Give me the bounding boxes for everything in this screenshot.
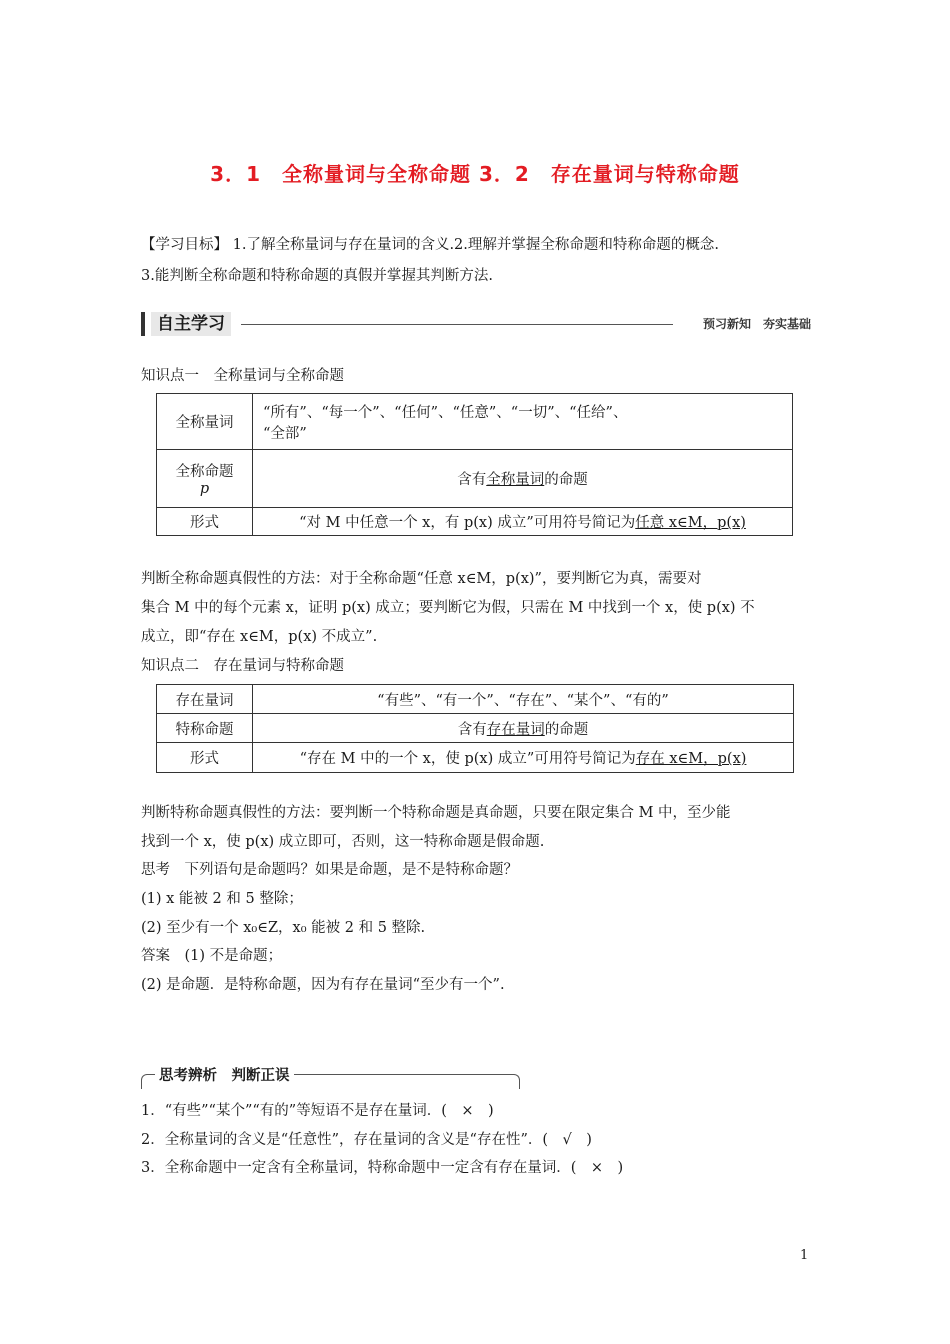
k2-form-pre: “存在 M 中的一个 x，使 p(x) 成立”可用符号简记为 xyxy=(299,751,636,767)
think-answer-2: (2) 是命题．是特称命题，因为有存在量词“至少有一个”. xyxy=(141,977,505,993)
section-rule xyxy=(241,324,673,325)
k1-form-underlined: 任意 x∈M，p(x) xyxy=(635,515,746,531)
page-title: 3．1 全称量词与全称命题 3．2 存在量词与特称命题 xyxy=(210,162,740,186)
k2-form-underlined: 存在 x∈M，p(x) xyxy=(635,751,747,767)
k1-form-cell xyxy=(253,508,793,536)
objectives-line-2: 3.能判断全称命题和特称命题的真假并掌握其判断方法. xyxy=(141,268,493,284)
k1-quantifier-line-2: “全部” xyxy=(263,425,307,442)
judge1-line-3: 成立，即“存在 x∈M，p(x) 不成立”. xyxy=(141,629,378,645)
k2-form-head: 形式 xyxy=(157,743,253,773)
k1-table xyxy=(156,393,793,536)
k1-form-pre: “对 M 中任意一个 x，有 p(x) 成立”可用符号简记为 xyxy=(299,515,636,531)
section-right-label: 预习新知 夯实基础 xyxy=(702,317,811,331)
k2-proposition-cell xyxy=(253,714,794,743)
think-question-2: (2) 至少有一个 x₀∈Z，x₀ 能被 2 和 5 整除. xyxy=(141,920,426,936)
judge2-line-1: 判断特称命题真假性的方法：要判断一个特称命题是真命题，只要在限定集合 M 中，至少能 xyxy=(141,805,731,821)
k1-quantifier-cell xyxy=(253,394,793,450)
k2-table xyxy=(156,684,794,773)
k2-form-cell xyxy=(253,743,794,773)
k2-proposition-underlined: 存在量词 xyxy=(486,721,545,738)
discern-item-3: 3．全称命题中一定含有全称量词，特称命题中一定含有存在量词．( × ) xyxy=(141,1160,624,1176)
think-question: 思考 下列语句是命题吗？如果是命题，是不是特称命题？ xyxy=(141,862,518,878)
k1-heading: 知识点一 全称量词与全称命题 xyxy=(141,368,344,384)
discern-item-2: 2．全称量词的含义是“任意性”，存在量词的含义是“存在性”．( √ ) xyxy=(141,1132,592,1148)
k1-proposition-head-line-2: p xyxy=(199,481,210,497)
k2-quantifier-head: 存在量词 xyxy=(157,685,253,714)
objectives-line-1: 【学习目标】 1.了解全称量词与存在量词的含义.2.理解并掌握全称命题和特称命题的概念. xyxy=(141,237,719,253)
judge1-line-1: 判断全称命题真假性的方法：对于全称命题“任意 x∈M，p(x)”，要判断它为真，需要对 xyxy=(141,571,702,587)
page-number: 1 xyxy=(800,1248,809,1263)
k1-proposition-cell xyxy=(253,450,793,508)
discern-label: 思考辨析 判断正误 xyxy=(155,1064,294,1085)
k1-proposition-head xyxy=(157,450,253,508)
k1-proposition-head-line-1: 全称命题 xyxy=(175,464,234,480)
think-answer-1: 答案 (1) 不是命题； xyxy=(141,948,283,964)
k2-heading: 知识点二 存在量词与特称命题 xyxy=(141,658,344,674)
k1-quantifier-line-1: “所有”、“每一个”、“任何”、“任意”、“一切”、“任给”、 xyxy=(263,404,628,421)
k2-proposition-pre: 含有 xyxy=(457,721,487,738)
k2-quantifier-cell: “有些”、“有一个”、“存在”、“某个”、“有的” xyxy=(253,685,794,714)
k1-proposition-pre: 含有 xyxy=(457,472,487,488)
k1-proposition-underlined: 全称量词 xyxy=(486,472,545,488)
k1-proposition-post: 的命题 xyxy=(544,472,588,488)
judge2-line-2: 找到一个 x，使 p(x) 成立即可，否则，这一特称命题是假命题. xyxy=(141,834,545,850)
discern-header xyxy=(141,1064,520,1088)
section-header xyxy=(141,312,811,336)
k2-proposition-head: 特称命题 xyxy=(157,714,253,743)
section-marker xyxy=(141,312,145,336)
section-label: 自主学习 xyxy=(151,312,231,336)
think-question-1: (1) x 能被 2 和 5 整除； xyxy=(141,891,303,907)
k2-proposition-post: 的命题 xyxy=(544,721,589,738)
k1-form-head: 形式 xyxy=(157,508,253,536)
discern-item-1: 1．“有些”“某个”“有的”等短语不是存在量词．( × ) xyxy=(141,1103,494,1119)
k1-quantifier-head: 全称量词 xyxy=(157,394,253,450)
judge1-line-2: 集合 M 中的每个元素 x，证明 p(x) 成立；要判断它为假，只需在 M 中找到一个 x，使 p(x) 不 xyxy=(141,600,755,616)
